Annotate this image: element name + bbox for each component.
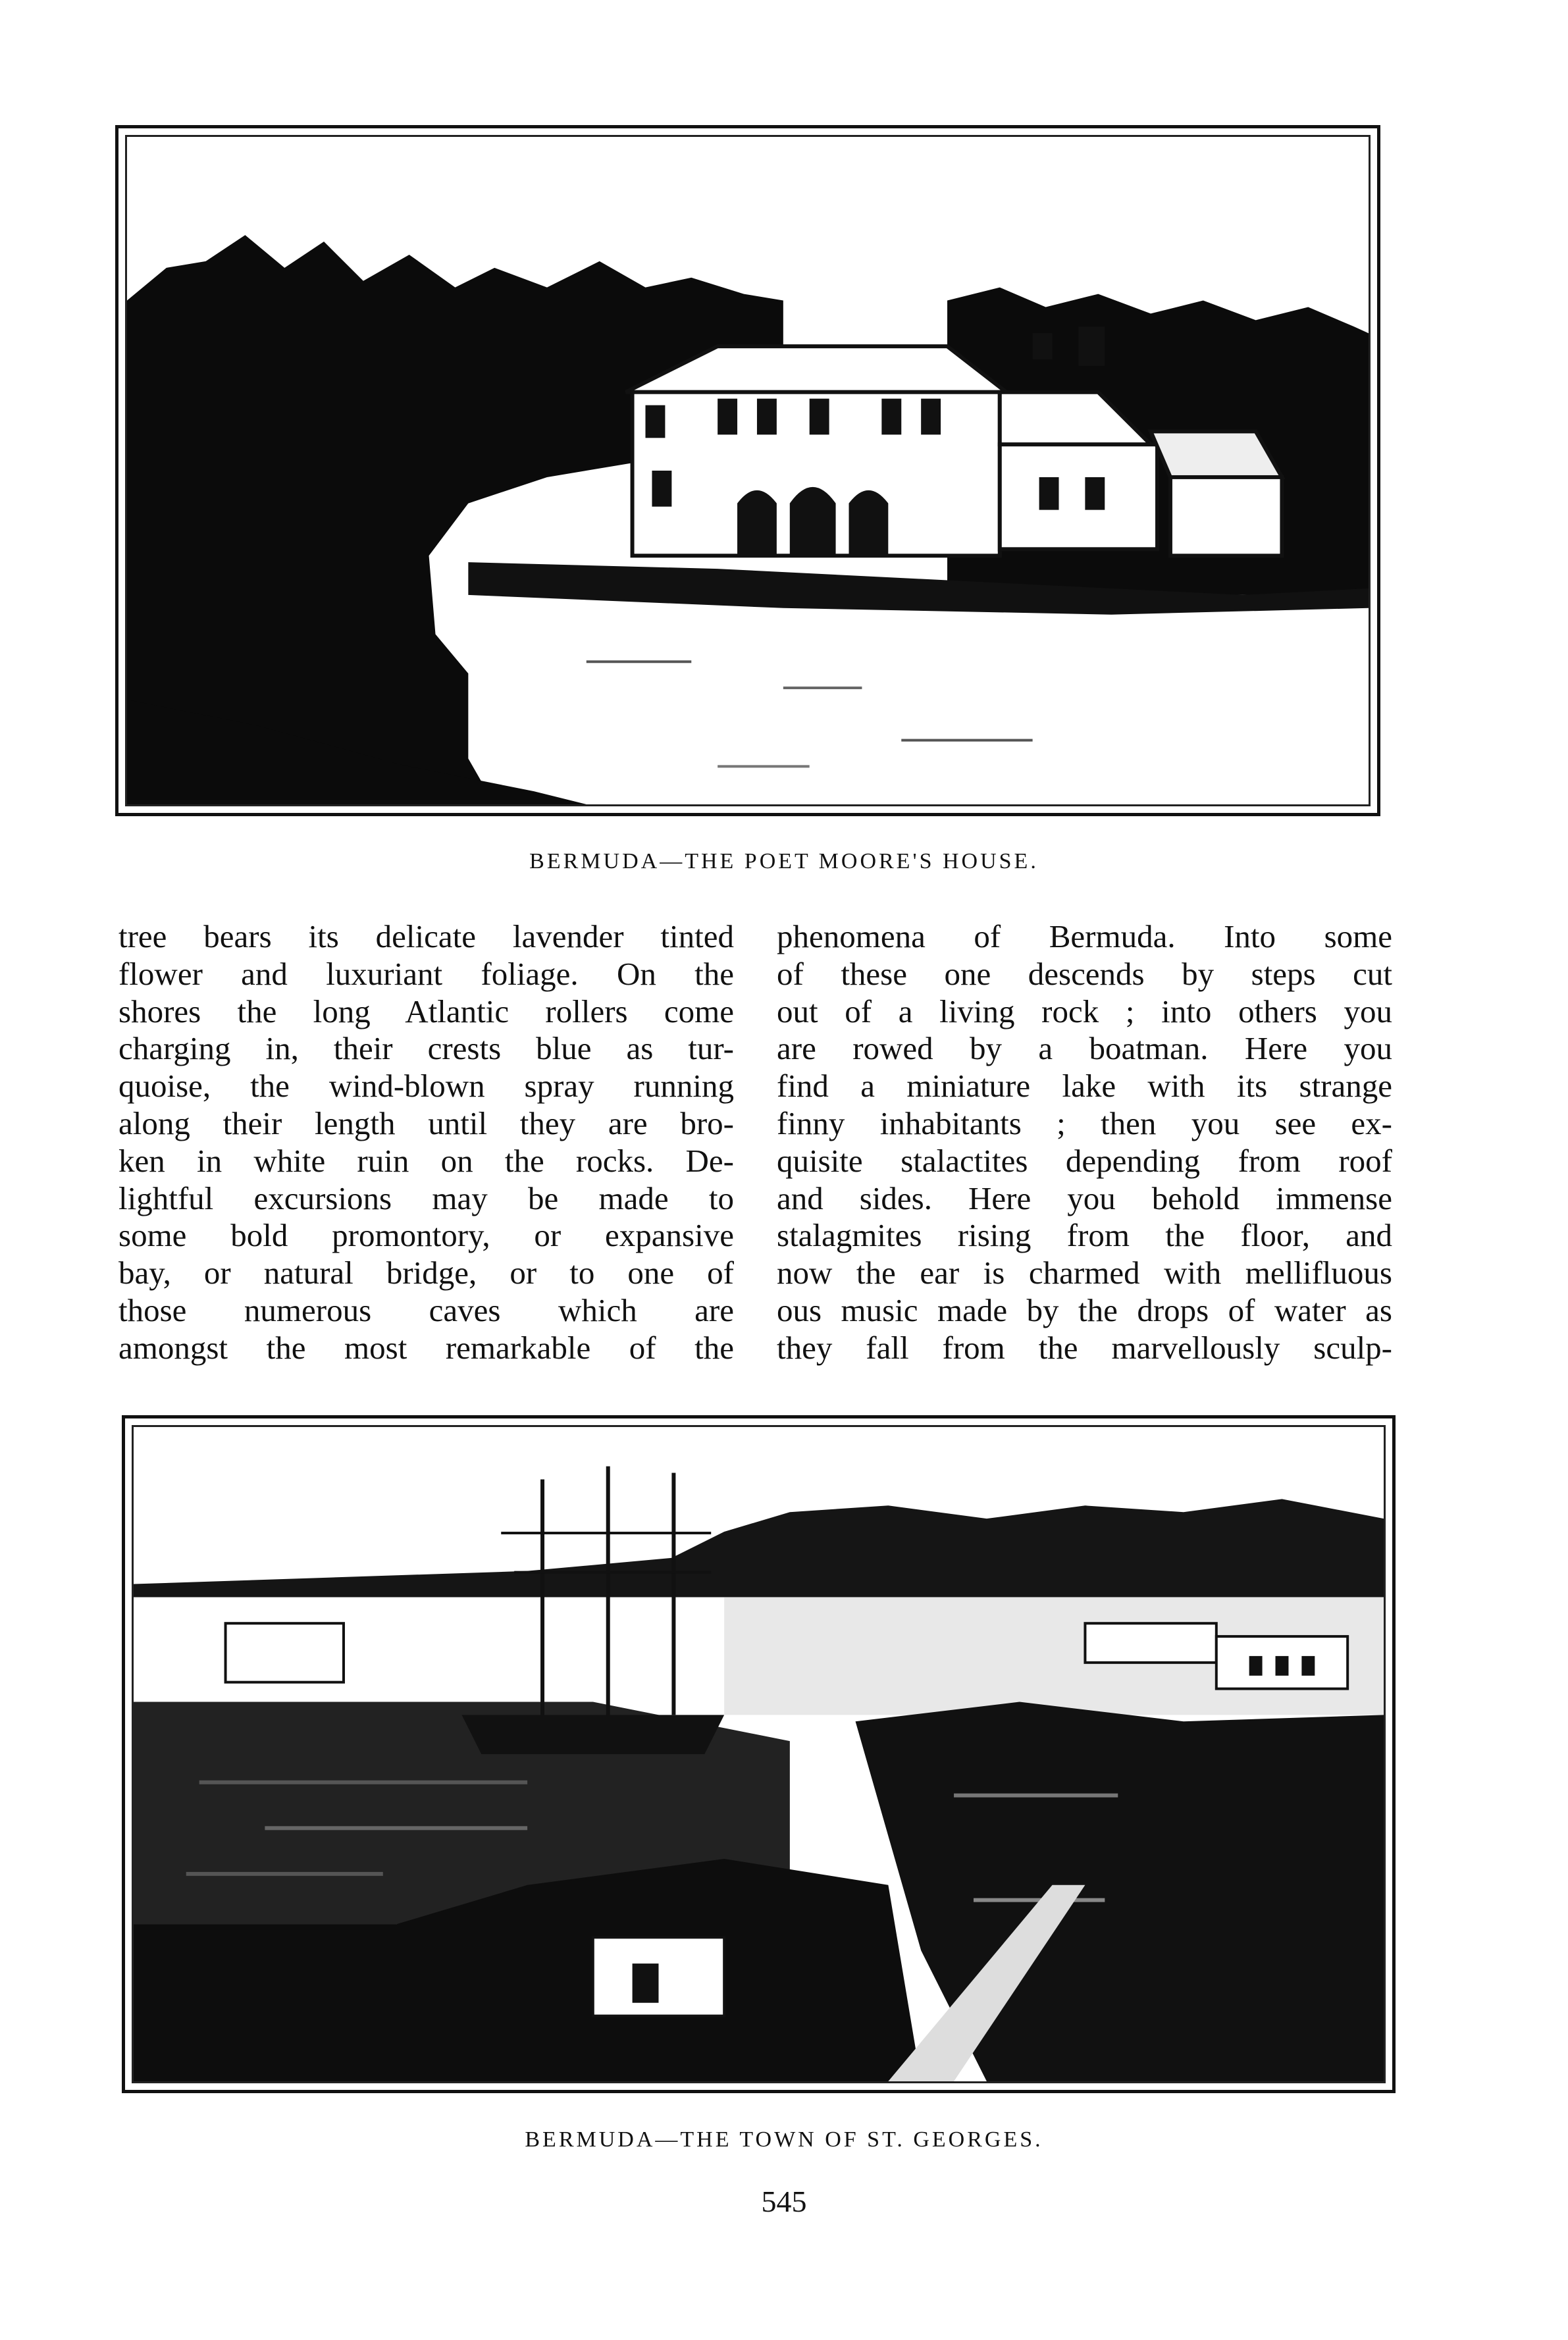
page-number: 545 [761,2185,807,2218]
photo-moore-house [125,135,1371,806]
right-line-12: they fall from the marvellously sculp- [777,1329,1392,1366]
caption-moore-house: BERMUDA—THE POET MOORE'S HOUSE. [529,849,1039,873]
left-line-10: bay, or natural bridge, or to one of [118,1255,734,1291]
left-line-7: ken in white ruin on the rocks. De- [118,1142,734,1179]
left-column [118,918,734,1367]
left-line-6: along their length until they are bro- [118,1105,734,1141]
left-line-9: some bold promontory, or expansive [118,1217,734,1254]
left-line-3: shores the long Atlantic rollers come [118,993,734,1029]
left-line-11: those numerous caves which are [118,1291,734,1328]
right-line-4: are rowed by a boatman. Here you [777,1030,1392,1067]
left-line-2: flower and luxuriant foliage. On the [118,955,734,992]
photo-frame-bottom [122,1415,1396,2093]
right-line-11: ous music made by the drops of water as [777,1291,1392,1328]
photo-st-georges [132,1425,1386,2083]
moore-house-image [127,137,1369,804]
left-line-1: tree bears its delicate lavender tinted [118,918,734,954]
right-line-3: out of a living rock ; into others you [777,993,1392,1029]
left-line-4: charging in, their crests blue as tur- [118,1030,734,1067]
right-line-2: of these one descends by steps cut [777,955,1392,992]
right-line-9: stalagmites rising from the floor, and [777,1217,1392,1254]
right-line-5: find a miniature lake with its strange [777,1068,1392,1105]
right-line-6: finny inhabitants ; then you see ex- [777,1105,1392,1141]
left-line-12: amongst the most remarkable of the [118,1329,734,1366]
left-line-5: quoise, the wind-blown spray running [118,1068,734,1105]
right-line-7: quisite stalactites depending from roof [777,1142,1392,1179]
right-column [777,918,1392,1367]
right-line-8: and sides. Here you behold immense [777,1180,1392,1216]
right-line-10: now the ear is charmed with mellifluous [777,1255,1392,1291]
st-georges-image [134,1427,1384,2081]
caption-st-georges: BERMUDA—THE TOWN OF ST. GEORGES. [525,2127,1043,2152]
photo-frame-top [115,125,1380,816]
left-line-8: lightful excursions may be made to [118,1180,734,1216]
right-line-1: phenomena of Bermuda. Into some [777,918,1392,954]
